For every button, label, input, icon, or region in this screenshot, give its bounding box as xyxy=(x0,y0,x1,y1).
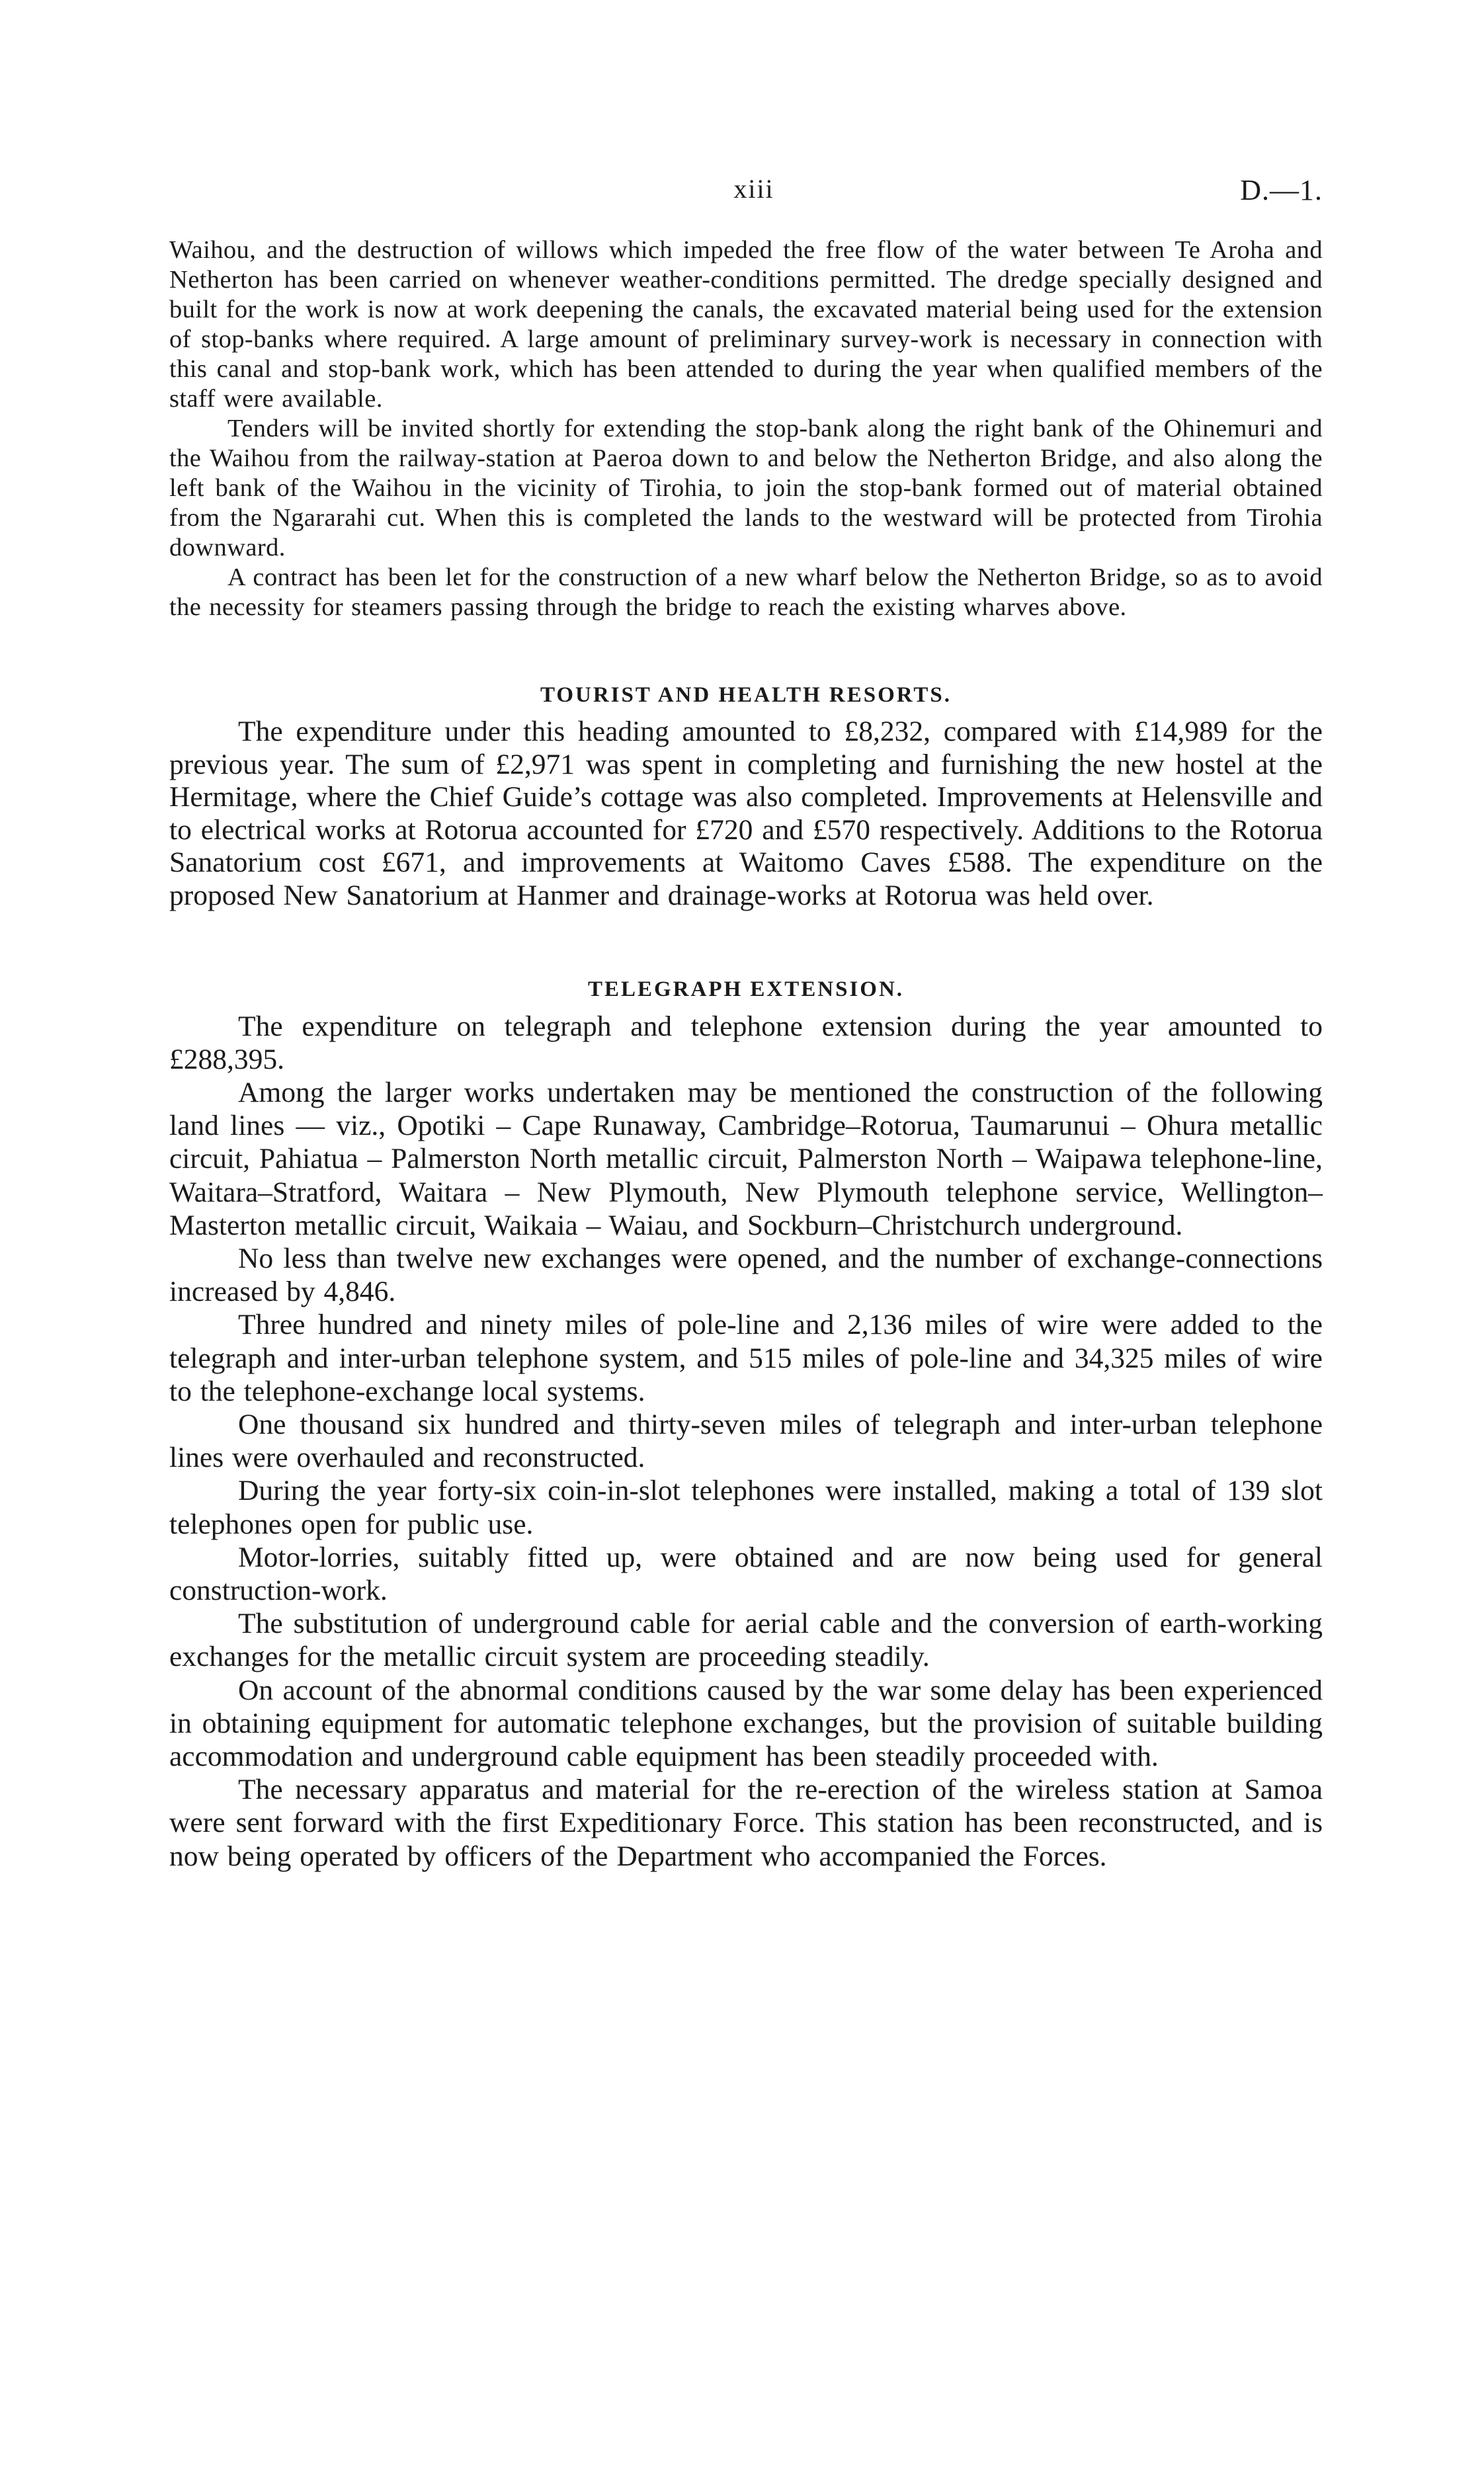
paragraph: The expenditure on telegraph and telephone extension during the year amounted to £288,395. xyxy=(169,1010,1323,1075)
paragraph: The substitution of underground cable for aerial cable and the conversion of earth-working exchanges for the metallic circuit system are proceeding steadily. xyxy=(169,1608,1323,1673)
paragraph: During the year forty-six coin-in-slot telephones were installed, making a total of 139 slot telephones open for public use. xyxy=(169,1475,1323,1540)
paragraph: Three hundred and ninety miles of pole-line and 2,136 miles of wire were added to the telegraph and inter-urban telephone system, and 515 miles of pole-line and 34,325 miles of wire to the telephone-exchange local systems. xyxy=(169,1309,1323,1407)
document-reference: D.—1. xyxy=(1240,174,1323,206)
section-telegraph-extension xyxy=(169,977,1323,1873)
paragraph: Tenders will be invited shortly for extending the stop-bank along the right bank of the Ohinemuri and the Waihou from the railway-station at Paeroa down to and below the Netherton Bridge, and also along the left bank of the Waihou in the vicinity of Tirohia, to join the stop-bank formed out of material obtained from the Ngararahi cut. When this is completed the lands to the westward will be protected from Tirohia downward. xyxy=(169,415,1323,561)
paragraph: The expenditure under this heading amounted to £8,232, compared with £14,989 for the previous year. The sum of £2,971 was spent in completing and furnishing the new hostel at the Hermitage, where the Chief Guide’s cottage was also completed. Improvements at Helensville and to electrical works at Rotorua accounted for £720 and £570 respectively. Additions to the Rotorua Sanatorium cost £671, and improvements at Waitomo Caves £588. The expenditure on the proposed New Sanatorium at Hanmer and drainage-works at Rotorua was held over. xyxy=(169,716,1323,911)
paragraph: On account of the abnormal conditions caused by the war some delay has been experienced in obtaining equipment for automatic telephone exchanges, but the provision of suitable building accommodation and underground cable equipment has been steadily proceeded with. xyxy=(169,1674,1323,1773)
section-tourist-health-resorts xyxy=(169,683,1323,913)
paragraph: One thousand six hundred and thirty-seven miles of telegraph and inter-urban telephone lines were overhauled and reconstructed. xyxy=(169,1409,1323,1474)
page-number: xiii xyxy=(733,174,774,204)
paragraph: No less than twelve new exchanges were opened, and the number of exchange-connections increased by 4,846. xyxy=(169,1242,1323,1308)
page-body xyxy=(169,235,1323,1873)
section-waihou-works xyxy=(169,235,1323,622)
paragraph: A contract has been let for the construction of a new wharf below the Netherton Bridge, so as to avoid the necessity for steamers passing through the bridge to reach the existing wharves above. xyxy=(169,563,1323,621)
paragraph: Motor-lorries, suitably fitted up, were obtained and are now being used for general construction-work. xyxy=(169,1541,1323,1607)
section-heading: TELEGRAPH EXTENSION. xyxy=(587,977,905,1001)
page-header xyxy=(0,173,1484,213)
paragraph: Waihou, and the destruction of willows which impeded the free flow of the water between Te Aroha and Netherton has been carried on whenever weather-conditions permitted. The dredge specially designed and built for the work is now at work deepening the canals, the excavated material being used for the extension of stop-banks where required. A large amount of preliminary survey-work is necessary in connection with this canal and stop-bank work, which has been attended to during the year when qualified members of the staff were available. xyxy=(169,236,1323,413)
section-heading: TOURIST AND HEALTH RESORTS. xyxy=(540,683,952,707)
paragraph: The necessary apparatus and material for the re-erection of the wireless station at Samoa were sent forward with the first Expeditionary Force. This station has been reconstructed, and is now being operated by officers of the Department who accompanied the Forces. xyxy=(169,1774,1323,1872)
paragraph: Among the larger works undertaken may be mentioned the construction of the following land lines — viz., Opotiki – Cape Runaway, Cambridge–Rotorua, Taumarunui – Ohura metallic circuit, Pahiatua – Palmerston North metallic circuit, Palmerston North – Waipawa telephone-line, Waitara–Stratford, Waitara – New Plymouth, New Plymouth telephone service, Wellington–Masterton metallic circuit, Waikaia – Waiau, and Sockburn–Christchurch underground. xyxy=(169,1076,1323,1241)
